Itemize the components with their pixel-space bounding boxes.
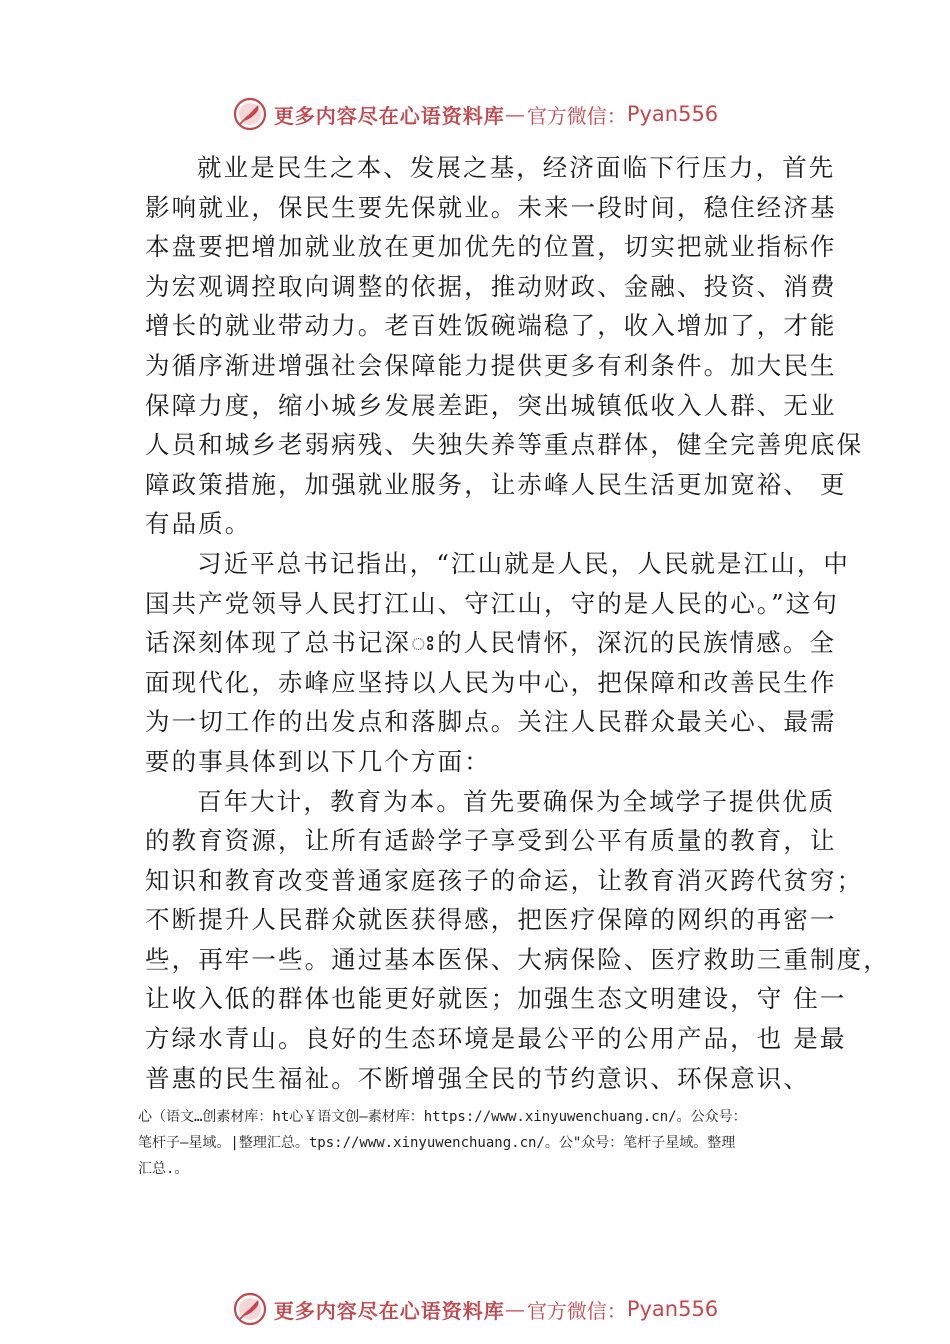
footer-banner-subtitle: 官方微信： (526, 1298, 627, 1323)
text-line: 影响就业，保民生要先保就业。未来一段时间，稳住经济基 (145, 192, 837, 222)
text-line: 为宏观调控取向调整的依据，推动财政、金融、投资、消费 (145, 271, 837, 301)
feather-circle-icon (232, 96, 268, 132)
text-line: 为一切工作的出发点和落脚点。关注人民群众最关心、最需 (145, 707, 837, 737)
feather-circle-icon (232, 1291, 268, 1327)
text-line: 保障力度，缩小城乡发展差距，突出城镇低收入人群、无业 (145, 390, 837, 420)
footnote-line: 笔杆子—星域。|整理汇总。tps://www.xinyuwenchuang.cn/。公"众号：笔杆子星域。整理 (138, 1135, 736, 1151)
text-line: 障政策措施，加强就业服务，让赤峰人民生活更加宽裕、 更 (145, 469, 847, 499)
text-line: 为循序渐进增强社会保障能力提供更多有利条件。加大民生 (145, 350, 837, 380)
text-line: 增长的就业带动力。老百姓饭碗端稳了，收入增加了，才能 (145, 311, 837, 341)
banner-separator: — (504, 102, 525, 126)
article-body (145, 148, 890, 1098)
text-line: 话深刻体现了总书记深ꢁ的人民情怀，深沉的民族情感。全 (145, 628, 837, 658)
text-line: 面现代化，赤峰应坚持以人民为中心，把保障和改善民生作 (145, 667, 837, 697)
footnote-line: 汇总.。 (138, 1161, 189, 1177)
text-line: 些，再牢一些。通过基本医保、大病保险、医疗救助三重制度， (145, 944, 890, 974)
banner-wechat-id: Pyan556 (626, 102, 719, 126)
text-line: 百年大计，教育为本。首先要确保为全域学子提供优质 (197, 786, 836, 816)
footnote-line: 心（语文…创素材库：ht心￥语文创—素材库：https://www.xinyuwenchuang.cn/。公众号： (138, 1109, 747, 1125)
banner-subtitle: 官方微信： (526, 103, 627, 128)
text-line: 要的事具体到以下几个方面： (145, 746, 491, 776)
text-line: 方绿水青山。良好的生态环境是最公平的公用产品，也 是最 (145, 1024, 847, 1054)
footer-banner-wechat-id: Pyan556 (626, 1297, 719, 1321)
footer-banner-title: 更多内容尽在心语资料库 (273, 1298, 505, 1323)
text-line: 不断提升人民群众就医获得感，把医疗保障的网织的再密一 (145, 905, 837, 935)
text-line: 习近平总书记指出，“江山就是人民，人民就是江山，中 (197, 548, 851, 578)
footer-banner-separator: — (504, 1297, 525, 1321)
header-banner (0, 92, 950, 136)
text-line: 本盘要把增加就业放在更加优先的位置，切实把就业指标作 (145, 232, 837, 262)
footer-banner (0, 1287, 950, 1331)
text-line: 知识和教育改变普通家庭孩子的命运，让教育消灭跨代贫穷； (145, 865, 864, 895)
banner-title: 更多内容尽在心语资料库 (273, 103, 505, 128)
footnote (138, 1104, 868, 1182)
text-line: 有品质。 (145, 509, 252, 539)
text-line: 普惠的民生福祉。不断增强全民的节约意识、环保意识、 (145, 1063, 810, 1093)
text-line: 的教育资源，让所有适龄学子享受到公平有质量的教育，让 (145, 826, 837, 856)
text-line: 让收入低的群体也能更好就医；加强生态文明建设，守 住一 (145, 984, 847, 1014)
text-line: 就业是民生之本、发展之基，经济面临下行压力，首先 (197, 153, 836, 182)
text-line: 人员和城乡老弱病残、失独失养等重点群体，健全完善兜底保 (145, 430, 864, 460)
text-line: 国共产党领导人民打江山、守江山，守的是人民的心。”这句 (145, 588, 839, 618)
